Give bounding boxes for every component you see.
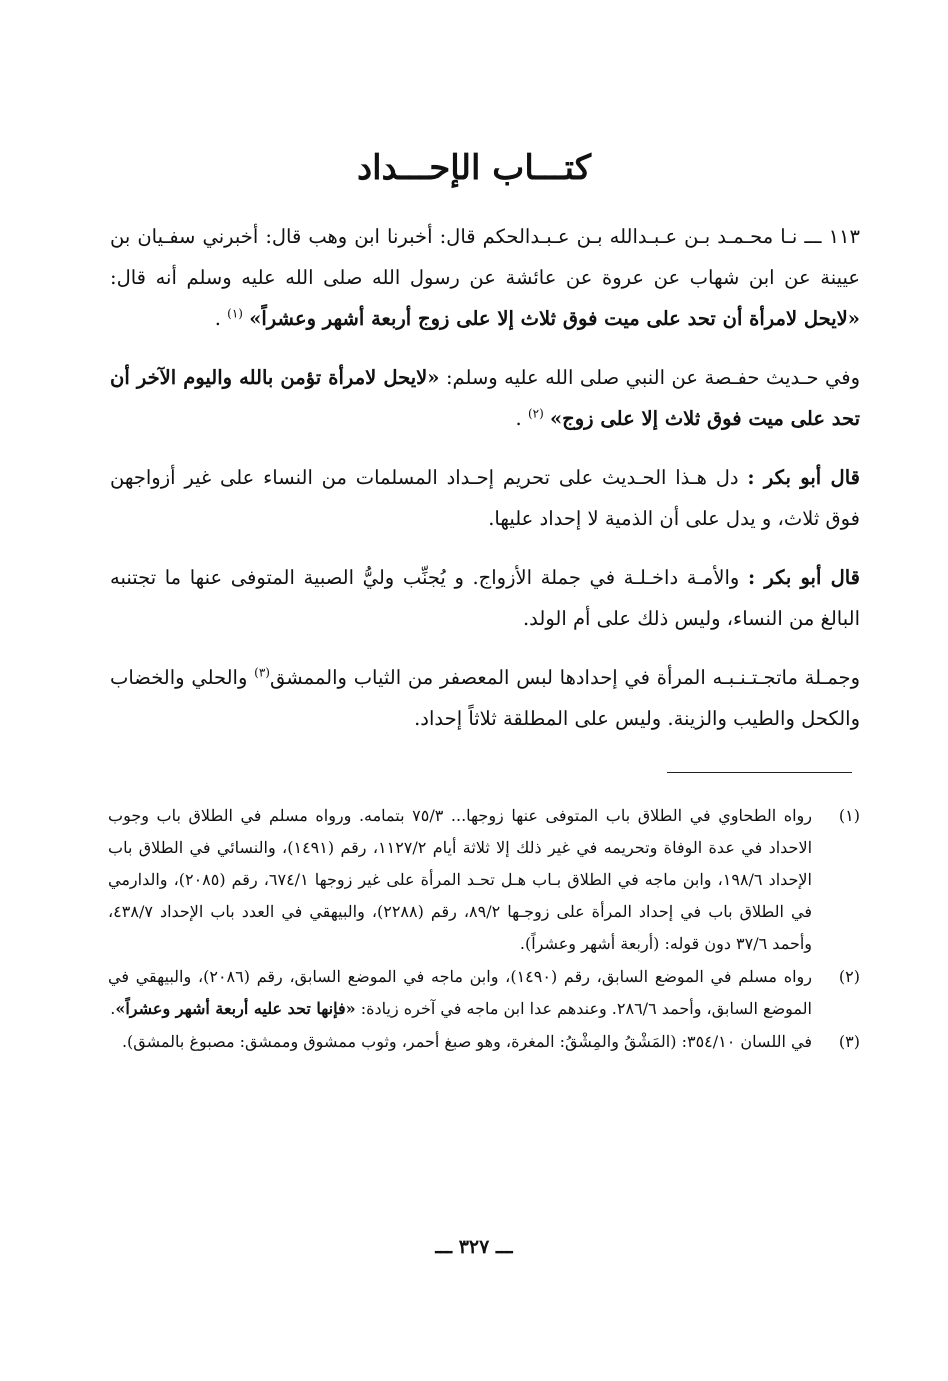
- footnote-ref-2[interactable]: (٢): [527, 406, 544, 421]
- page-number: ـــ ٣٢٧ ـــ: [435, 1236, 513, 1258]
- footnote-text: [108, 961, 812, 1025]
- footnote-number: (١): [838, 806, 860, 825]
- footnotes: [108, 800, 860, 1059]
- chapter-title: كتـــاب الإحـــداد: [356, 148, 592, 188]
- main-text: [110, 216, 860, 757]
- paragraph-abu-bakr-2: [110, 557, 860, 639]
- paragraph-text-continued: والحلي والخضاب والكحل والطيب والزينة. وليس على المطلقة ثلاثاً إحداد.: [110, 666, 860, 730]
- footnote-quote: «فإنها تحد عليه أربعة أشهر وعشراً»: [115, 999, 356, 1018]
- footnote-number: (٢): [838, 967, 860, 986]
- sentence-end: .: [214, 307, 221, 330]
- sentence-end: .: [110, 999, 116, 1018]
- footnote-ref-1[interactable]: (١): [227, 306, 243, 321]
- paragraph-113: [110, 216, 860, 339]
- speaker-label: قال أبو بكر :: [747, 566, 861, 589]
- footnote-text: في اللسان ٣٥٤/١٠: (المَشْقُ والمِشْقُ: المغرة، وهو صبغ أحمر، وثوب ممشوق وممشق: مصبوغ بالمشق).: [121, 1032, 812, 1051]
- footnote-divider: [667, 772, 852, 773]
- footnote-text: رواه الطحاوي في الطلاق باب المتوفى عنها زوجها... ٧٥/٣ بتمامه. ورواه مسلم في الطلاق باب وجوب الاحداد في عدة الوفاة وتحريمه في غير ذلك إلا ثلاثة أيام ١١٢٧/٢، رقم (١٤٩١)، والنسائي في الطلاق باب الإحداد ١٩٨/٦، وابن ماجه في الطلاق بـاب هـل تحـد المرأة على غير زوجها ٦٧٤/١، رقم (٢٠٨٥)، والدارمي في الطلاق باب في إحداد المرأة على زوجـها ٨٩/٢، رقم (٢٢٨٨)، والبيهقي في العدد باب الإحداد ٤٣٨/٧، وأحمد ٣٧/٦ دون قوله: (أربعة أشهر وعشراً).: [108, 806, 813, 953]
- paragraph-text: دل هـذا الحـديث على تحريم إحـداد المسلمات من النساء على غير أزواجهن فوق ثلاث، و يدل على أن الذمية لا إحداد عليها.: [110, 466, 860, 530]
- paragraph-text: وفي حـديث حفـصة عن النبي صلى الله عليه وسلم:: [445, 366, 860, 389]
- paragraph-text: وجمـلة ماتجـتـنـبـه المرأة في إحدادها لبس المعصفر من الثياب والممشق: [269, 666, 860, 689]
- speaker-label: قال أبو بكر :: [747, 466, 860, 489]
- footnote-3: [108, 1026, 860, 1058]
- footnote-body: رواه مسلم في الموضع السابق، رقم (١٤٩٠)، وابن ماجه في الموضع السابق، رقم (٢٠٨٦)، والبيهقي في الموضع السابق، وأحمد ٢٨٦/٦. وعندهم عدا ابن ماجه في آخره زيادة:: [108, 967, 813, 1018]
- paragraph-text: ـــ نـا محـمـد بـن عـبـدالله بـن عـبـدالحكم قال: أخبرنا ابن وهب قال: أخبرني سفـيان بن عيينة عن ابن شهاب عن عروة عن عائشة عن رسول الله صلى الله عليه وسلم أنه قال:: [110, 225, 860, 289]
- paragraph-abu-bakr-1: [110, 457, 860, 539]
- paragraph-text: والأمـة داخـلـة في جملة الأزواج. و يُجنِّب وليُّ الصبية المتوفى عنها ما تجتنبه البالغ من النساء، وليس ذلك على أم الولد.: [110, 566, 860, 630]
- sentence-end: .: [515, 407, 522, 430]
- hadith-quote: «لايحل لامرأة أن تحد على ميت فوق ثلاث إلا على زوج أربعة أشهر وعشراً»: [249, 307, 860, 330]
- paragraph-summary: [110, 657, 860, 739]
- hadith-number: ١١٣: [828, 225, 860, 248]
- footnote-2: [108, 961, 860, 1025]
- footnote-number: (٣): [838, 1032, 860, 1051]
- paragraph-hafsa: [110, 357, 860, 439]
- hadith-quote: «لايحل لامرأة تؤمن بالله واليوم الآخر أن تحد على ميت فوق ثلاث إلا على زوج»: [110, 366, 860, 430]
- footnote-ref-3[interactable]: (٣): [254, 665, 270, 680]
- footnote-1: [108, 800, 860, 960]
